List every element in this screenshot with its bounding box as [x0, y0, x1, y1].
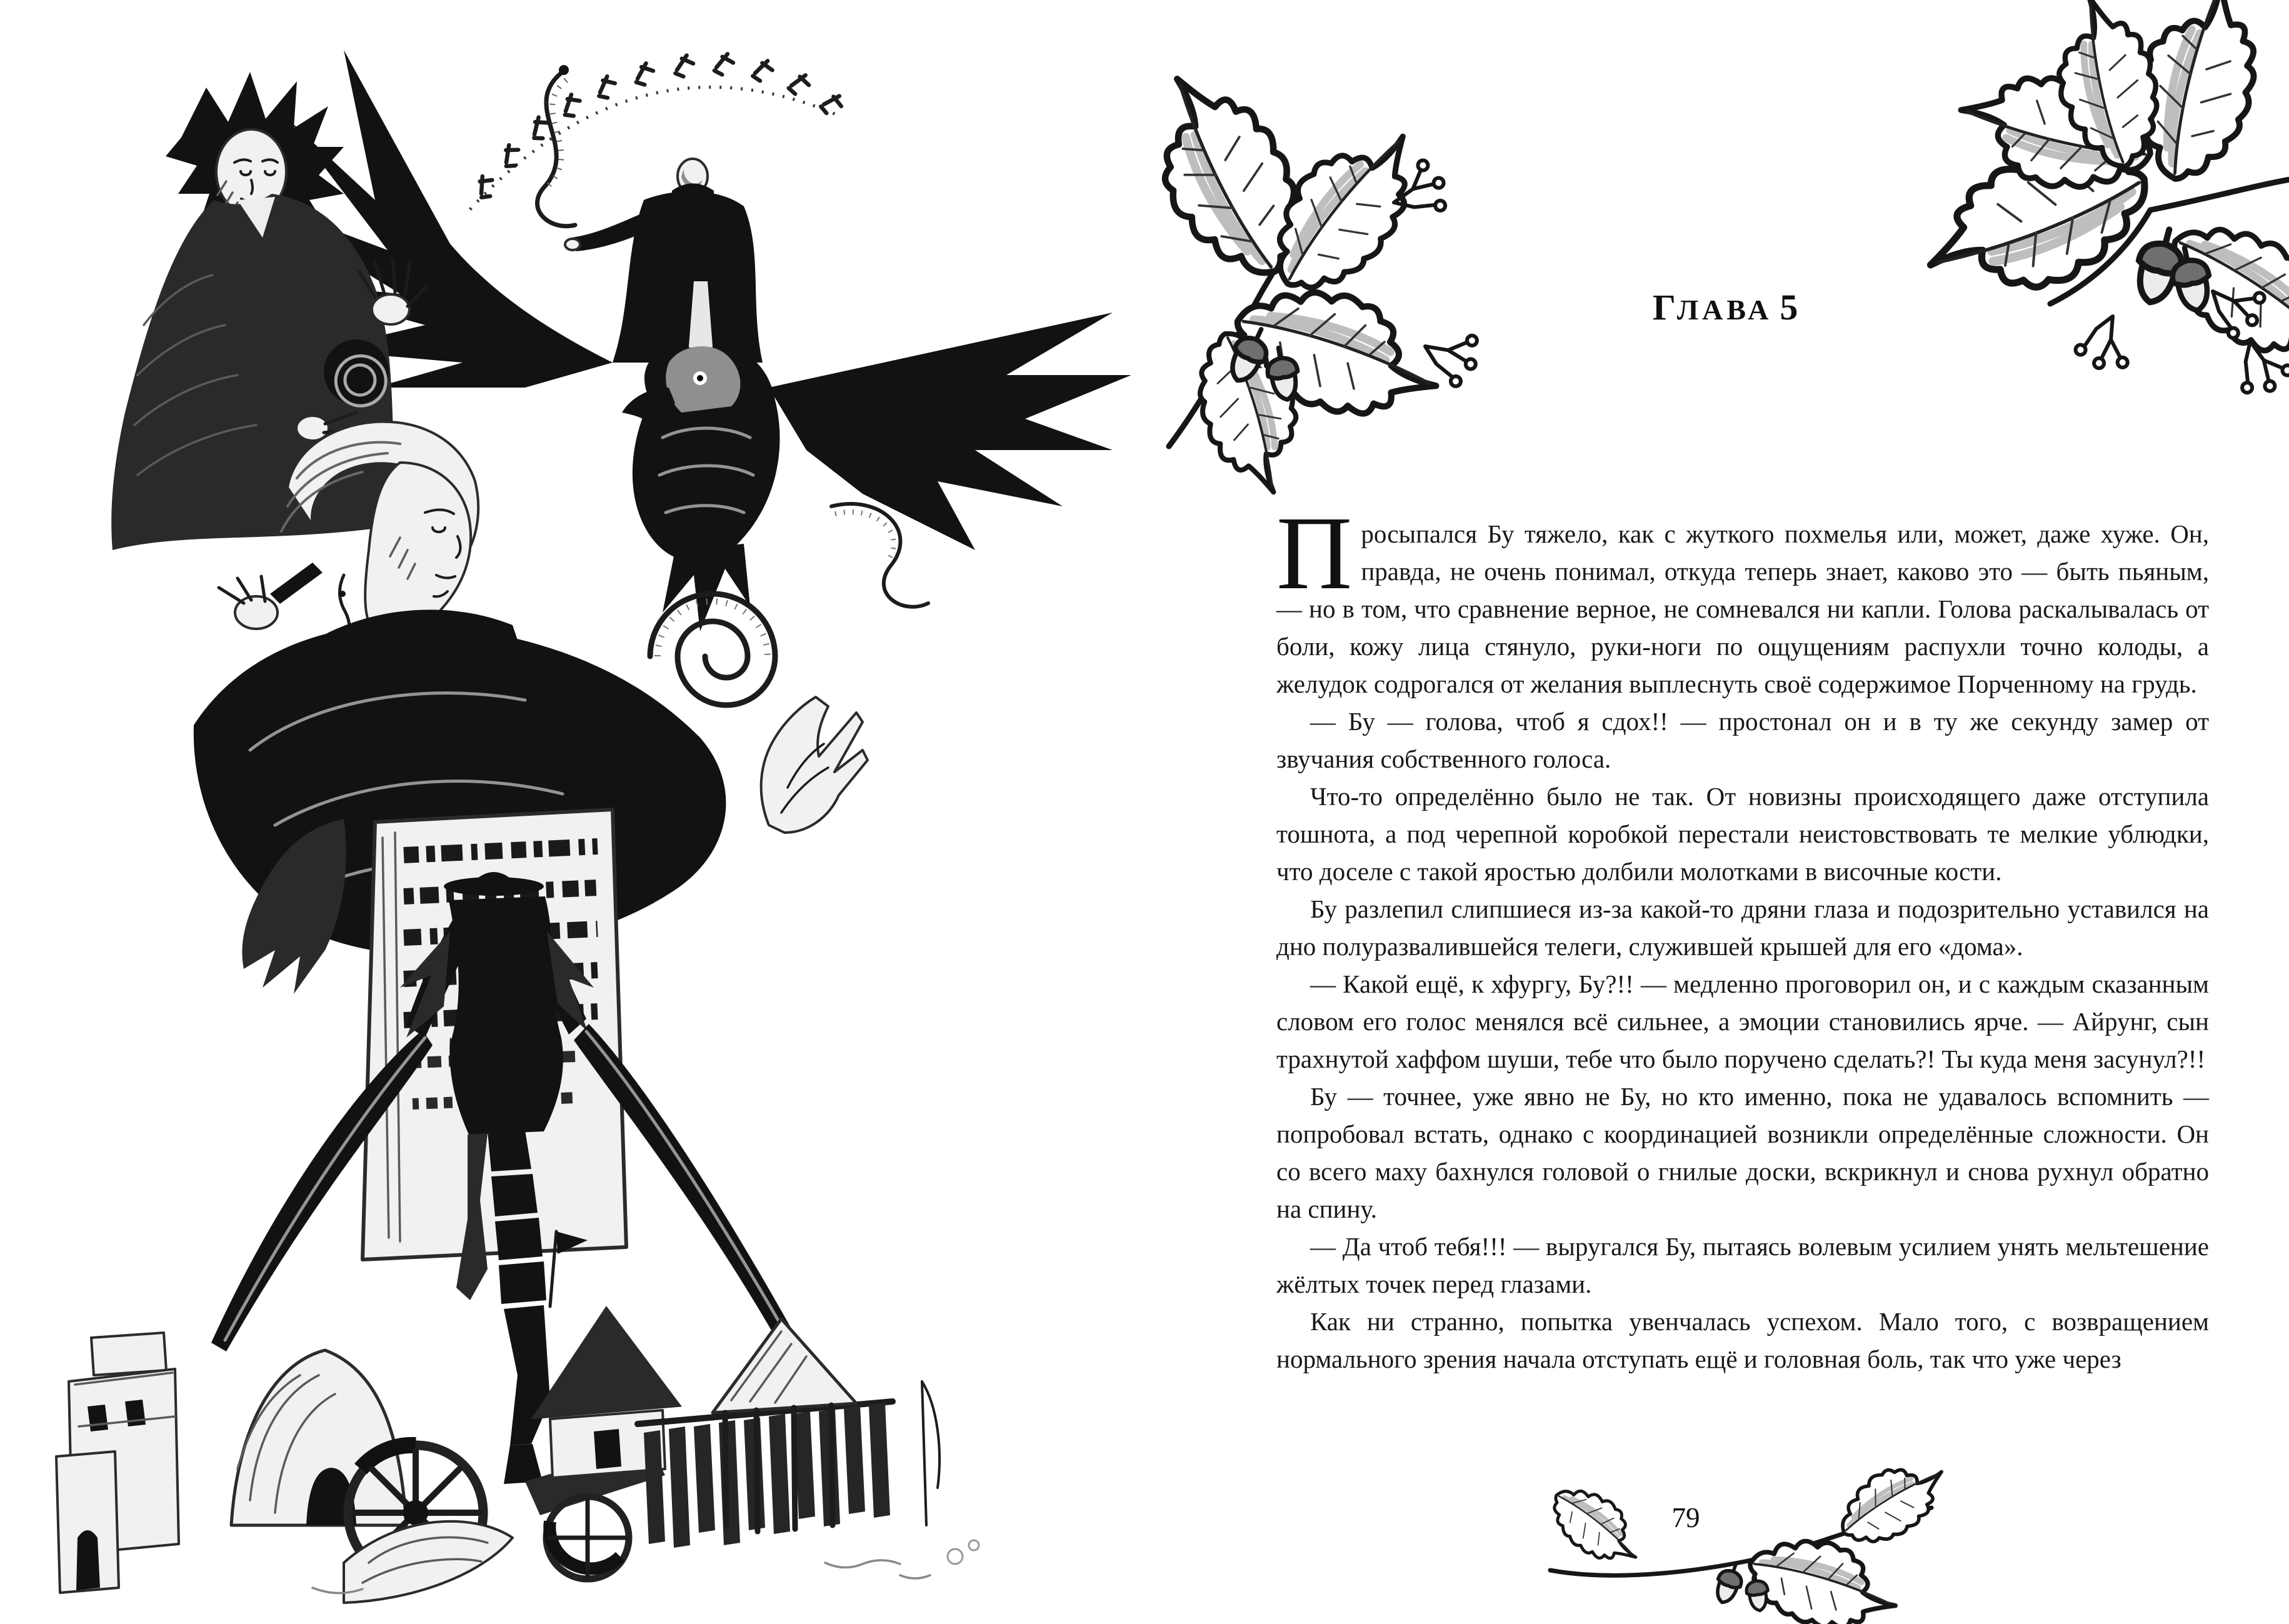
hooded-figure — [565, 159, 763, 363]
paragraph — [1276, 495, 2209, 703]
paragraph: — Бу — голова, чтоб я сдох!! — простонал он и в ту же секунду замер от звучания собственного голоса. — [1276, 707, 2209, 773]
body-text-column — [1276, 495, 2209, 1378]
paragraph: Бу разлепил слипшиеся из-за какой-то дряни глаза и подозрительно уставился на дно полуразвалившейся телеги, служившей крышей для его «дома». — [1276, 895, 2209, 961]
oak-decoration-top-left — [1131, 0, 1556, 496]
chapter-heading-rest: ЛАВА — [1676, 294, 1773, 326]
rune-arc — [470, 53, 845, 209]
paragraph: — Да чтоб тебя!!! — выругался Бу, пытаясь волевым усилием унять мельтешение жёлтых точек перед глазами. — [1276, 1232, 2209, 1298]
drop-cap: П — [1276, 495, 1353, 611]
chapter-heading-number: 5 — [1780, 287, 1798, 328]
chapter-heading-initial: Г — [1653, 287, 1677, 328]
paragraph: Что-то определённо было не так. От новизны происходящего даже отступила тошнота, а под черепной коробкой перестали неистовствовать те мелкие ублюдки, что доселе с такой яростью долбили молотками в височные кости. — [1276, 782, 2209, 886]
oak-decoration-footer — [1544, 1470, 1946, 1624]
chapter-heading — [1653, 286, 1798, 328]
page-number: 79 — [1671, 1502, 1700, 1533]
paragraph: Бу — точнее, уже явно не Бу, но кто именно, пока не удавалось вспомнить — попробовал встать, однако с координацией возникли определённые сложности. Он со всего маху бахнулся головой о гнилые доски, вскрикнул и снова рухнул обратно на спину. — [1276, 1082, 2209, 1223]
paragraph: Как ни странно, попытка увенчалась успехом. Мало того, с возвращением нормального зрения начала отступать ещё и головная боль, так что уже через — [1276, 1307, 2209, 1373]
fantasy-ink-illustration — [50, 13, 1150, 1613]
paragraph: — Какой ещё, к хфургу, Бу?!! — медленно проговорил он, и с каждым сказанным словом его голос менялся всё сильнее, а эмоции становились ярче. — Айрунг, сын трахнутой хаффом шуши, тебе что было поручено сделать?! Ты куда меня засунул?!! — [1276, 970, 2209, 1073]
oak-decoration-top-right — [1775, 0, 2289, 416]
paragraph-text: росыпался Бу тяжело, как с жуткого похмелья или, может, даже хуже. Он, правда, не очень понимал, откуда теперь знает, каково это — быть пьяным, — но в том, что сравнение верное, не сомневался ни капли. Голова раскалывалась от боли, кожу лица стянуло, руки-ноги по ощущениям распухли точно колоды, а желудок содрогался от желания выплеснуть своё содержимое Порченному на грудь. — [1276, 519, 2209, 698]
